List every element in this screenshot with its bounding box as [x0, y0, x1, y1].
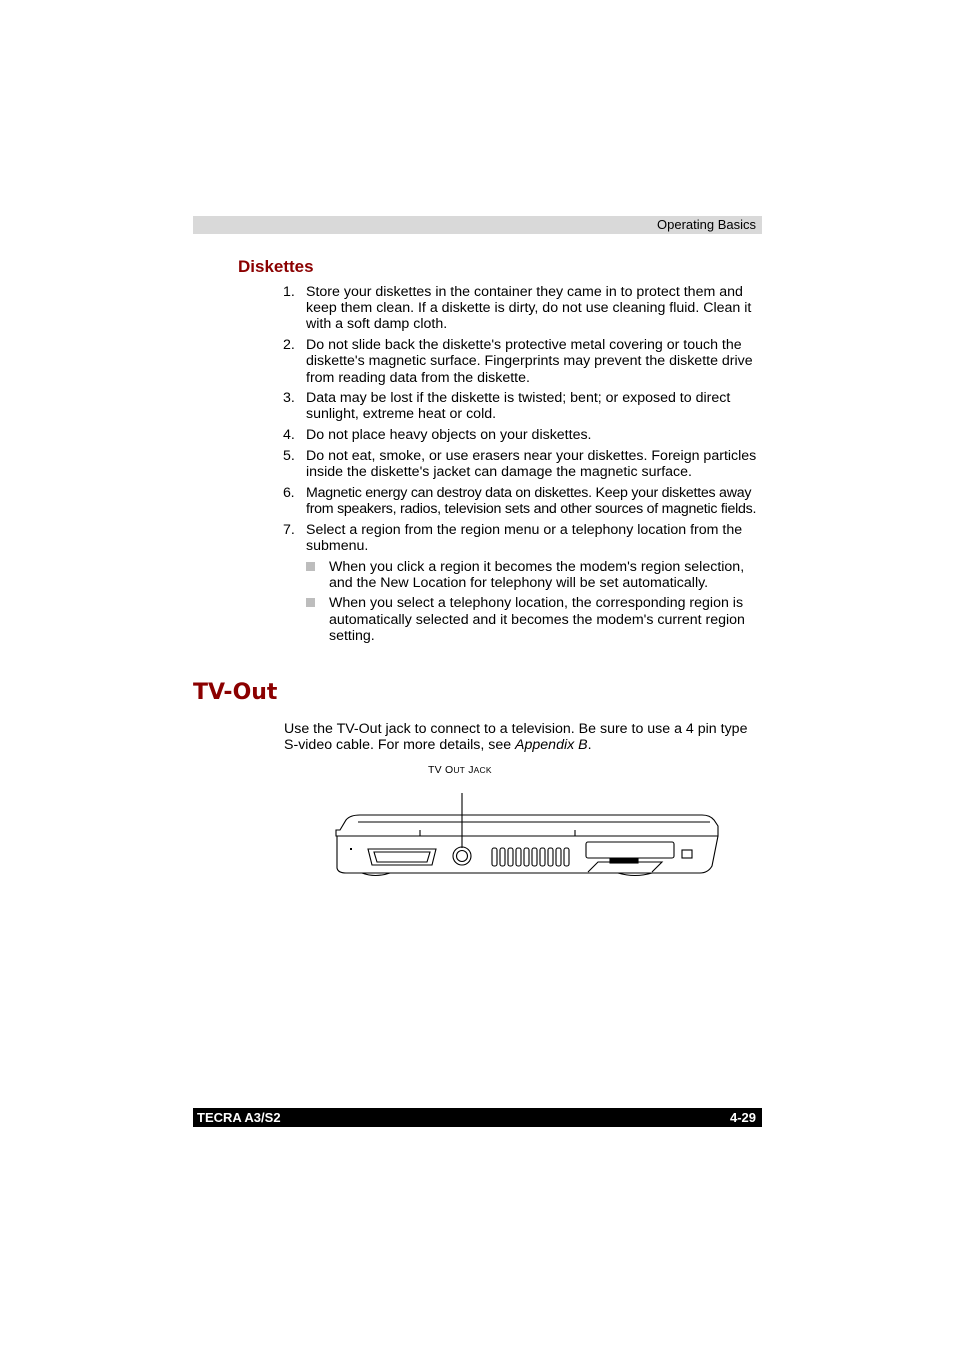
bullet-item [306, 559, 763, 591]
figure-callout-label: TV OUT JACK [428, 764, 492, 776]
list-number: 1. [283, 284, 295, 300]
appendix-reference: Appendix B [515, 737, 588, 754]
list-item [283, 390, 763, 422]
list-text: Do not eat, smoke, or use erasers near your diskettes. Foreign particles inside the diskette's jacket can damage the magnetic surface. [306, 447, 757, 481]
tvout-paragraph [284, 721, 762, 753]
tvout-heading: TV-Out [193, 680, 278, 705]
tvout-text: Use the TV-Out jack to connect to a television. Be sure to use a 4 pin type S-video cable. For more details, see [284, 721, 748, 754]
running-footer [193, 1108, 762, 1127]
model-name: TECRA A3/S2 [197, 1110, 281, 1125]
section-title: Operating Basics [657, 217, 756, 232]
list-number: 7. [283, 521, 295, 538]
list-item [283, 448, 763, 480]
bullet-text: When you click a region it becomes the modem's region selection, and the New Location for telephony will be set automatically. [329, 558, 745, 591]
serial-port [368, 849, 436, 865]
list-item [283, 485, 763, 517]
list-text: Data may be lost if the diskette is twisted; bent; or exposed to direct sunlight, extreme heat or cold. [306, 390, 731, 423]
list-item [283, 522, 763, 644]
list-number: 2. [283, 337, 295, 354]
tv-out-jack [453, 847, 471, 865]
list-text: Store your diskettes in the container they came in to protect them and keep them clean. If a diskette is dirty, do not use cleaning fluid. Clean it with a soft damp cloth. [306, 284, 752, 333]
list-number: 5. [283, 447, 295, 464]
diskettes-heading: Diskettes [238, 257, 314, 276]
list-text: Select a region from the region menu or a telephony location from the submenu. [306, 521, 743, 554]
page-number: 4-29 [729, 1110, 756, 1125]
tvout-text-end: . [587, 737, 592, 754]
bullet-text: When you select a telephony location, the corresponding region is automatically selected and it becomes the modem's current region setting. [329, 595, 745, 644]
list-item [283, 337, 763, 386]
usb-port [682, 850, 692, 858]
square-bullet-icon [306, 562, 315, 571]
list-text: Do not place heavy objects on your diskettes. [306, 427, 592, 444]
laptop-side-illustration [330, 792, 722, 880]
running-header [193, 216, 762, 234]
list-item [283, 284, 763, 333]
list-number: 3. [283, 390, 295, 407]
laptop-lid [336, 815, 718, 836]
pc-card-slot [586, 842, 674, 858]
square-bullet-icon [306, 598, 315, 607]
list-number: 4. [283, 427, 295, 444]
list-text: Magnetic energy can destroy data on diskettes. Keep your diskettes away from speakers, radios, television sets and other sources of magnetic fields. [306, 484, 757, 517]
bullet-item [306, 595, 763, 644]
list-item [283, 427, 763, 443]
diskette-care-list [283, 284, 763, 649]
list-number: 6. [283, 484, 295, 501]
list-text: Do not slide back the diskette's protective metal covering or touch the diskette's magnetic surface. Fingerprints may prevent the diskette drive from reading data from the diskette. [306, 337, 753, 386]
